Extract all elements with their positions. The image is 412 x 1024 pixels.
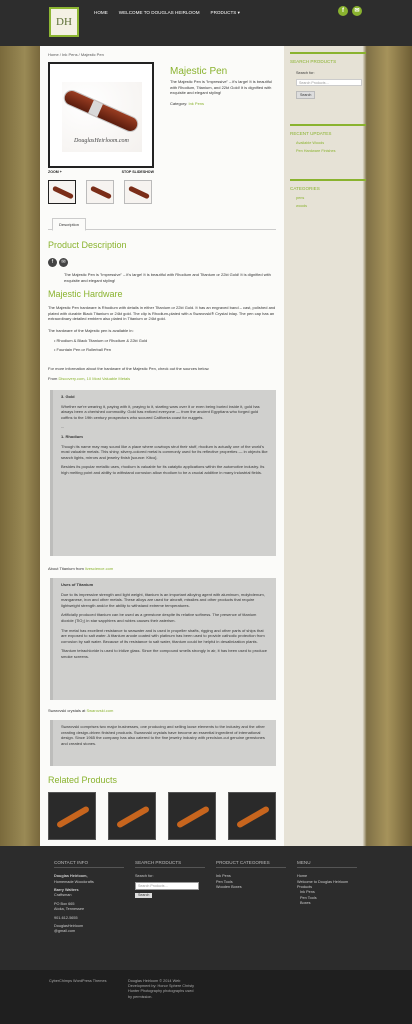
footer-categories: PRODUCT CATEGORIES Ink Pens Pen Tools Wooden Boxes <box>216 860 286 890</box>
hardware-available: The hardware of the Majestic pen is available in: <box>48 328 134 333</box>
product-short-desc: The Majestic Pen is "impressive" – it's large! It is beautiful with Rhodium, Titanium, and 22kt Gold! It is dignified with exquisite and elegant styling! <box>170 79 272 96</box>
thumbnail[interactable] <box>86 180 114 204</box>
footer-cat-link[interactable]: Wooden Boxes <box>216 885 242 890</box>
thumbnail[interactable] <box>48 180 76 204</box>
breadcrumb[interactable]: Home / Ink Pens / Majestic Pen <box>48 52 104 57</box>
titanium-quote: Uses of Titanium Due to its impressive strength and light weight, titanium is an important alloying agent with aluminum, molybdenum, manganese, iron and other metals. These alloys are used for aircraft, missiles and other products that require lightweight strength and/or the ability to withstand extreme temperatures. Artificially produced titanium can be used as a gemstone despite its relative softness. The presence of titanium dioxide (TiO₂) in star sapphires and rubies causes their asterism. The metal has excellent resistance to seawater and is used in propeller shafts, rigging and other parts of ships that are exposed to salt water. A titanium anode coated with platinum has been used to provide cathodic protection from corrosion by salt water. Because of its resistance to salt water, titanium could be helpful in desalinization plants. Titanium tetrachloride is used to iridize glass. Since the compound smells strongly in air, it has been used to produce smoke screens. <box>50 578 276 700</box>
footer-menu-link[interactable]: Home <box>297 874 308 879</box>
hardware-heading: Majestic Hardware <box>48 289 123 299</box>
thumbnail-strip <box>48 180 152 204</box>
main-content <box>40 46 284 846</box>
related-product-image[interactable] <box>48 792 96 840</box>
footer-menu-link[interactable]: Pen Tools <box>300 895 317 900</box>
footer-menu-link[interactable]: Welcome to Douglas Heirloom <box>297 879 349 884</box>
nav-welcome[interactable]: WELCOME TO DOUGLAS HEIRLOOM <box>118 10 200 15</box>
social-links <box>338 6 362 16</box>
footer-menu-link[interactable]: Ink Pens <box>300 890 315 895</box>
bottom-bar <box>0 970 412 1024</box>
related-product <box>168 792 218 840</box>
copyright: Douglas Heirloom © 2014 Web Development by: Honor Sphere Christy Hunter Photography photographs used by permission. <box>128 979 195 999</box>
email-share-icon[interactable]: ✉ <box>59 258 68 267</box>
footer-cat-link[interactable]: Ink Pens <box>216 874 231 879</box>
description-heading: Product Description <box>48 240 127 250</box>
footer-search-button[interactable]: Search <box>135 893 152 898</box>
metals-link[interactable]: 10 Most Valuable Metals <box>86 376 131 381</box>
footer-search: SEARCH PRODUCTS Search for: Search Products… Search <box>135 860 205 898</box>
watermark: DouglasHeirloom.com <box>74 138 129 144</box>
related-product-image[interactable] <box>228 792 276 840</box>
site-logo[interactable]: DH <box>49 7 79 37</box>
nav-products[interactable]: PRODUCTS ▾ <box>210 10 240 15</box>
facebook-icon[interactable]: f <box>338 6 348 16</box>
update-link[interactable]: Pen Hardware Finishes <box>296 149 336 153</box>
list-item: • Rhodium & Black Titanium or Rhodium & 22kt Gold <box>54 336 147 345</box>
sidebar-search-title: SEARCH PRODUCTS <box>290 52 366 64</box>
footer-search-input[interactable]: Search Products… <box>135 882 199 890</box>
product-main-image[interactable] <box>48 62 154 168</box>
footer-menu-link[interactable]: Products <box>297 885 312 890</box>
share-buttons <box>48 258 68 267</box>
update-link[interactable]: Available Woods <box>296 141 325 145</box>
tab-description[interactable]: Description <box>52 218 86 231</box>
sidebar <box>290 46 366 846</box>
related-heading: Related Products <box>48 775 118 785</box>
product-category: Category: Ink Pens <box>170 101 205 106</box>
hardware-text: The Majestic Pen hardware is Rhodium with details in either Titanium or 22kt Gold. It has an engraved band – cast, polished and plated with durable Black Titanium or 24kt gold. The clip is Rhodium-plated with a Swarovski® Crystal inlay. The pen cap has an extraordinary detailed emblem also plated in Titanium or 24kt gold. <box>48 305 276 322</box>
swarovski-source: Swarovski crystals at Swarovski.com <box>48 708 114 713</box>
category-link[interactable]: Ink Pens <box>188 101 205 106</box>
discovery-link[interactable]: Discovery.com <box>58 376 85 381</box>
sidebar-search-button[interactable]: Search <box>296 91 315 99</box>
swarovski-quote: Swarovski comprises two major businesses, one producing and selling loose elements to the industry and the other creating design-driven finished products. Swarovski crystals have become an essential ingredient of international design. Since 1965 the company has also catered to the fine jewelry industry with precision-cut genuine gemstones and created stones. <box>50 720 276 766</box>
theme-credit[interactable]: CyberChimps WordPress Themes <box>49 979 107 983</box>
sidebar-search-label: Search for: <box>296 71 315 75</box>
description-text: The Majestic Pen is "impressive" – it's large! It is beautiful with Rhodium and Titanium or 22kt Gold! It is dignified with exquisite and elegant styling! <box>64 272 271 283</box>
footer-contact: CONTACT INFO Douglas Heirloom, Homemade Woodcrafts Barry Walters Craftsman PO Box 665 Atoka, Tennessee 901-612-5655 DouglasHeirloom@gmail.com <box>54 860 124 935</box>
product-title: Majestic Pen <box>170 66 228 77</box>
gold-rhodium-quote: 3. Gold Whether we're wearing it, paying with it, praying to it, starting wars over it or even being buried inside it, gold has always been a cherished commodity. Gold has enticed everyone — from the ancient Egyptians who forged gold coffins to the 19th century prospectors who scoured California coast for nuggets. ... 1. Rhodium Though its name may may sound like a place where cowboys strut their stuff, rhodium is actually one of the world's most valuable metals. This shiny, silvery-colored metal is commonly used for its reflective properties — in objects like search lights, mirrors and jewelry finish [source: Kitco]. Besides its popular metallic uses, rhodium is valuable for its catalytic applications within the automotive industry. Its high melting point and ability to withstand corrosion allow rhodium to be a crucial additive in many industrial fields. <box>50 390 276 556</box>
zoom-button[interactable]: ZOOM + <box>48 170 62 174</box>
image-controls <box>48 170 154 174</box>
main-nav <box>94 10 240 16</box>
hardware-list <box>54 336 147 354</box>
footer-menu-link[interactable]: Boxes <box>300 901 311 906</box>
related-product-image[interactable] <box>168 792 216 840</box>
category-link[interactable]: pens <box>296 196 305 200</box>
list-item: • Fountain Pen or Rollerball Pen <box>54 345 147 354</box>
titanium-source: About Titanium from livescience.com <box>48 566 114 571</box>
category-link[interactable]: woods <box>296 204 307 208</box>
categories-title: CATEGORIES <box>290 179 366 191</box>
hardware-from: From Discovery.com, 10 Most Valuable Metals <box>48 376 131 381</box>
related-product <box>48 792 98 840</box>
email-icon[interactable]: ✉ <box>352 6 362 16</box>
footer-menu: MENU Home Welcome to Douglas Heirloom Products Ink Pens Pen Tools Boxes <box>297 860 357 907</box>
tab-bar <box>48 218 276 230</box>
hardware-more: For more information about the hardware of the Majestic Pen, check out the sources below. <box>48 366 210 371</box>
related-product <box>228 792 278 840</box>
site-header <box>0 0 412 46</box>
swarovski-link[interactable]: Swarovski.com <box>86 708 114 713</box>
footer-cat-link[interactable]: Pen Tools <box>216 879 233 884</box>
livescience-link[interactable]: livescience.com <box>84 566 114 571</box>
related-product <box>108 792 158 840</box>
sidebar-search-input[interactable]: Search Products… <box>296 79 362 86</box>
slideshow-button[interactable]: STOP SLIDESHOW <box>121 170 154 174</box>
related-product-image[interactable] <box>108 792 156 840</box>
footer <box>0 846 412 970</box>
recent-updates-title: RECENT UPDATES <box>290 124 366 136</box>
facebook-share-icon[interactable]: f <box>48 258 57 267</box>
thumbnail[interactable] <box>124 180 152 204</box>
footer-email[interactable]: DouglasHeirloom@gmail.com <box>54 924 84 934</box>
nav-home[interactable]: HOME <box>94 10 108 15</box>
